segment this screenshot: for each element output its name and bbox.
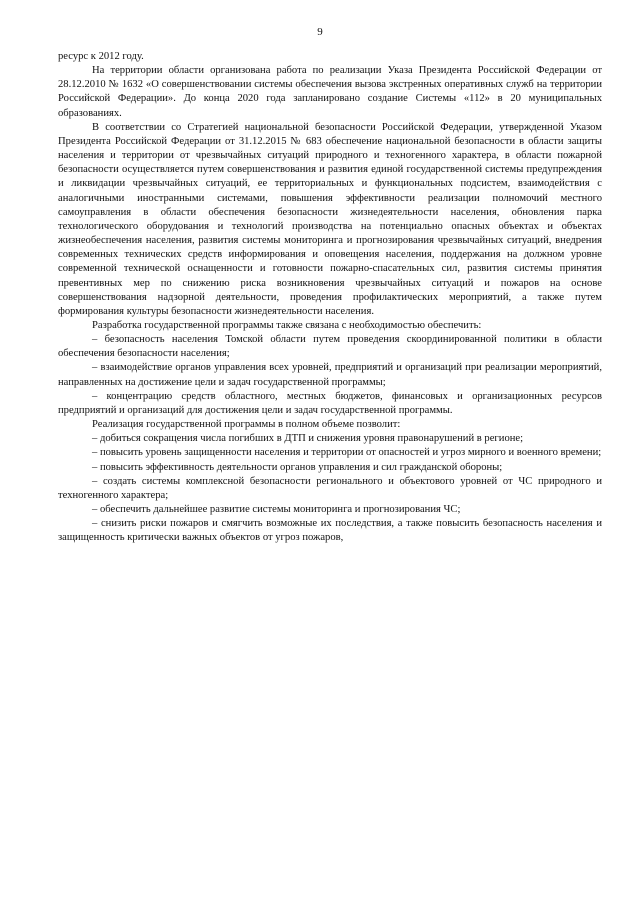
list-item: – повысить уровень защищенности населения и территории от опасностей и угроз мирного и военного времени; xyxy=(92,447,602,459)
list-item: – повысить эффективность деятельности органов управления и сил гражданской обороны; xyxy=(92,461,503,473)
paragraph: В соответствии со Стратегией национальной безопасности Российской Федерации, утвержденной Указом Президента Российской Федерации от 31.12.2015 № 683 обеспечение национальной безопасности в области защиты населения и территории от чрезвычайных ситуаций природного и техногенного характера, в области пожарной безопасности осуществляется путем совершенствования и развития единой государственной системы предупреждения и ликвидации чрезвычайных ситуаций, ее территориальных и функциональных подсистем, взаимодействия с аналогичными иностранными системами, повышения эффективности реализации полномочий местного самоуправления в области обеспечения безопасности жизнедеятельности населения, обновления парка технологического оборудования и технологий производства на потенциально опасных объектах и объектах жизнеобеспечения населения, развития системы мониторинга и прогнозирования чрезвычайных ситуаций, внедрения современных технических средств информирования и оповещения населения, поддержания на должном уровне современной технической оснащенности и готовности пожарно-спасательных сил, развития системы принятия превентивных мер по снижению риска возникновения чрезвычайных ситуаций и пожаров на основе совершенствования надзорной деятельности, проведения профилактических мероприятий, а также путем формирования культуры безопасности жизнедеятельности населения. xyxy=(58,121,602,317)
list-item: – концентрацию средств областного, местных бюджетов, финансовых и организационных ресурсов предприятий и организаций для достижения цели и задач государственной программы. xyxy=(58,390,602,416)
page-number: 9 xyxy=(317,26,323,38)
list-item: – снизить риски пожаров и смягчить возможные их последствия, а также повысить безопасность населения и защищенность критически важных объектов от угроз пожаров, xyxy=(58,518,602,544)
paragraph: Разработка государственной программы также связана с необходимостью обеспечить: xyxy=(92,319,482,331)
document-body xyxy=(58,50,602,545)
list-item: – обеспечить дальнейшее развитие системы мониторинга и прогнозирования ЧС; xyxy=(92,504,461,515)
paragraph: На территории области организована работа по реализации Указа Президента Российской Федерации от 28.12.2010 № 1632 «О совершенствовании системы обеспечения вызова экстренных оперативных служб на территории Российской Федерации». До конца 2020 года запланировано создание Системы «112» в 20 муниципальных образованиях. xyxy=(58,65,602,119)
paragraph: Реализация государственной программы в полном объеме позволит: xyxy=(92,419,401,431)
list-item: – создать системы комплексной безопасности регионального и объектового уровней от ЧС природного и техногенного характера; xyxy=(58,475,602,501)
list-item: – безопасность населения Томской области путем проведения скоординированной политики в области обеспечения безопасности населения; xyxy=(58,334,602,360)
list-item: – взаимодействие органов управления всех уровней, предприятий и организаций при реализации мероприятий, направленных на достижение цели и задач государственной программы; xyxy=(58,362,602,388)
paragraph: ресурс к 2012 году. xyxy=(58,51,144,62)
list-item: – добиться сокращения числа погибших в ДТП и снижения уровня правонарушений в регионе; xyxy=(92,433,524,445)
